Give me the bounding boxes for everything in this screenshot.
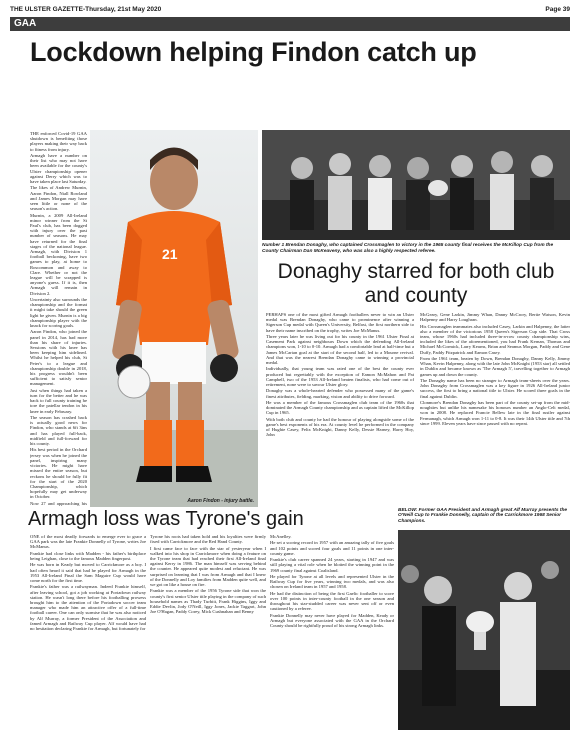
tyrone-article-col-1 xyxy=(30,534,146,732)
paper-date: THE ULSTER GAZETTE-Thursday, 21st May 2020 xyxy=(10,6,162,13)
paragraph: With both club and county he had the honour of playing alongside some of the game's best exponents of his era. At county level he performed in the company of Hughie Casey, Felix McKnight, Danny Kelly, Dessie Harney, Harry Hoy, John xyxy=(266,416,414,438)
paragraph: THE enforced Covid-19 GAA shutdown is benefiting those players making their way back to fitness from injury. xyxy=(30,131,87,152)
section-bar: GAA xyxy=(10,17,570,31)
findon-photo xyxy=(90,130,258,507)
paragraph: His best period in the Orchard jersey was when he joined the panel, inspiring many victories. He might have missed the entire season, but reckons he should be fully fit for the start of the 2020 Championship, which hopefully may get underway in October. xyxy=(30,447,87,500)
paragraph: Armagh have a number on their list who may not have been available for the county's Ulster championship opener against Derry which was to have taken place last Saturday. xyxy=(30,153,87,185)
paragraph: Individually, that young team was rated one of the best the county ever produced but regrettably with the exception of Eamon McMahon and Pat Campbell, two of the 1953 All-Ireland beaten finalists, who had come out of retirement, none were to savour Ulster glory. xyxy=(266,366,414,388)
paragraph: ONE of the most deadly forwards to emerge ever to grace a GAA park was the late Frankie Donnelly of Tyrone, writes Joe McManus. xyxy=(30,534,146,550)
paragraph: He was born in Keady but moved to Carrickmore as a boy. I had often heard it said that had he played for Armagh in the 1953 All-Ireland Final the Sam Maguire Cup would have come north for the first time. xyxy=(30,562,146,583)
tyrone-article-col-3 xyxy=(270,534,394,732)
paragraph: Aaron Findon, who joined the panel in 2014, has had more than his share of injuries. Sessions with his knee has been keeping him sidelined. Whilst he helped his club, St Peter's to a league and championship double in 2018, his progress wouldn't been sufficient to satisfy senior management. xyxy=(30,329,87,387)
paragraph: Donaghy was a whole-hearted defender who possessed many of the game's finest attributes, fielding, marking, vision and ability to drive forward. xyxy=(266,388,414,399)
paragraph: He played for Tyrone at all levels and represented Ulster in the Railway Cup for five years, winning two medals, and was also chosen on Ireland team in 1957 and 1958. xyxy=(270,573,394,590)
donaghy-article-col-1 xyxy=(266,312,414,504)
paragraph: Frankie Donnelly may never have played for Madden, Keady or Armagh but everyone associated with the GAA in the Orchard County should be rightfully proud of his strong Armagh links. xyxy=(270,612,394,629)
paragraph: Frankie's father was a railwayman. Indeed Frankie himself, after leaving school, got a job working at Portadown railway station. He wasn't long there before his footballing prowess brought him to the attention of the Portadown soccer team manager who made him an attractive offer of a full-time football career. One can only surmise that he was also noticed by Alf Murray, a former President of the Association and famed Armagh and Railway Cup player. Alf would have had no hesitation declaring Frankie for Armagh, but fortunately for xyxy=(30,584,146,632)
donnelly-photo-caption: BELOW: Former GAA President and Armagh great Alf Murray presents the O'Neill Cup to Frankie Donnelly, captain of the Carrickmore 1968 Senior Champions. xyxy=(398,508,568,524)
paragraph: Now 27 and approaching his xyxy=(30,500,87,506)
paragraph: Uncertainty also surrounds the championship and the format it might take should the green light be given. Murnin is a big championship player with the knack for scoring goals. xyxy=(30,297,87,329)
paragraph: He had the distinction of being the first Gaelic footballer to score over 100 points in inter-county football in the one season and throughout his star-studded career was never sent off or even cautioned by a referee. xyxy=(270,590,394,612)
player-illustration xyxy=(90,130,258,507)
paragraph: From the 1961 team, beaten by Down, Brendan Donaghy, Danny Kelly, Jimmy Whan, Kevin Halpenny, along with the late John McKnight (1953 star) all settled in Dublin and became known as 'The Armagh 5', travelling together to Armagh games up and down the county. xyxy=(420,356,570,377)
findon-photo-caption: Aaron Findon - injury battle. xyxy=(187,498,254,504)
cup-presentation-illustration xyxy=(262,130,570,240)
paragraph: Three years later he was living out for his county in the 1961 Ulster Final at Casement Park against neighbours Down which the defending All-Ireland champions won, 1-10 to 0-10. Armagh had a comfortable lead at half-time but a James McCartan goal at the start of the second half, led to a Mourne revival. And that was the nearest Brendan Donaghy came to winning a provincial medal. xyxy=(266,334,414,366)
donaghy-cup-photo xyxy=(262,130,570,240)
left-article-column xyxy=(30,131,87,507)
paragraph: Just when things had taken a turn for the better and he was back to full county training he tore the patellar tendon in his knee in early February. xyxy=(30,387,87,414)
paragraph: The likes of Andrew Murnin, Aaron Findon, Niall Rowland and James Morgan may have seen little or none of the season's action. xyxy=(30,185,87,212)
page-header xyxy=(10,6,570,13)
donaghy-headline: Donaghy starred for both club and county xyxy=(277,260,555,307)
page-number: Page 39 xyxy=(545,6,570,13)
paragraph: PERHAPS one of the most gifted Armagh footballers never to win an Ulster medal was Brendan Donaghy, who came to prominence after winning a Sigerson Cup medal with Queen's University, Belfast, the first northern side to have their name inscribed on the trophy, writes Joe McManus. xyxy=(266,312,414,333)
paragraph: Frankie had close links with Madden - his father's birthplace being Leighan, close to the famous Madden fingerpost. xyxy=(30,550,146,561)
paragraph: Clonmore's Brendan Donaghy has been part of the county set-up from the mid-noughties but unlike his namesake his honours number an Anglo-Celt medal, won in 2008. He replaced Francie Bellew late in the final rustler against Fermanagh, which Armagh won 1-11 to 0-8. It was their 14th Ulster title and 7th since 1999. Eleven years have since passed with no repeat. xyxy=(420,400,570,426)
paragraph: He set a scoring record in 1957 with an amazing tally of five goals and 102 points and scored four goals and 11 points in one inter-county game. xyxy=(270,540,394,556)
paragraph: Murnin, a 2009 All-Ireland minor winner from the St Paul's club, has been dogged with injury over the past number of seasons. He may have returned for the final stages of the national league. Armagh, with Division 1 football beckoning, have two games to play, at home to Roscommon and away to Clare. Whether or not the league will be scrapped is anyone's guess. If it is, then Armagh will remain in Division 2. xyxy=(30,212,87,296)
paragraph: The season has crashed back is actually good news for Findon, who stands at 6ft 3ins and has played full-back, midfield and full-forward for his county. xyxy=(30,415,87,447)
tyrone-headline: Armagh loss was Tyrone's gain xyxy=(28,508,304,530)
donaghy-article-col-2 xyxy=(420,312,570,504)
donnelly-cup-photo xyxy=(398,530,570,730)
paragraph: Frankie's club career spanned 24 years, starting in 1947 and was still playing a vital role when he blotted the winning point in the 1969 county final against Coalisland. xyxy=(270,557,394,573)
main-headline: Lockdown helping Findon catch up xyxy=(30,37,477,67)
paragraph: I first came face to face with the star of yesteryear when I walked into his shop in Carrickmore when doing a feature on the Tyrone team that had reached their first All-Ireland final against Kerry in 1986. The man himself was serving behind the counter. He appeared quite modest and reluctant. He was surprised on learning that I was from Armagh and that I knew of the Donnelly and Loy families from Madden quite well, and we got on like a house on fire. xyxy=(150,545,266,588)
paragraph: The Donaghy name has been no stranger to Armagh team-sheets over the years. John Donaghy from Crossmaglen was a key figure in 1926 All-Ireland junior success, the first to bring a national title to Ulster. He scored three goals in the final against Dublin. xyxy=(420,378,570,399)
cup-handover-illustration xyxy=(398,530,570,730)
paragraph: McAnelley. xyxy=(270,534,292,539)
paragraph: His Crossmaglen teammates also included Casey, Larkin and Halpenny, the latter also a member of the victorious 1958 Queen's Sigerson Cup side. That Cross team, whose 1960s had included three-in-a-row county championship wins, included the likes of the aforementioned, you had Frank Kernan, Thomas and Michael McCormick, Larry Kearns, Brian and Seamus Morgan, Paddy and Gene Duffy, Paddy Fitzpatrick and Eamon Casey. xyxy=(420,323,570,355)
paragraph: Tyrone his roots had taken hold and his loyalties were firmly fixed with Carrickmore and the Red Hand County. xyxy=(150,534,266,545)
shirt-number: 21 xyxy=(162,246,178,262)
paragraph: He was a member of the famous Crossmaglen club team of the 1960s that dominated the Armagh County championship and as captain lifted the McKillop Cup in 1965. xyxy=(266,400,414,416)
paragraph: McGeary, Gene Larkin, Jimmy Whan, Danny McCrory, Bertie Watson, Kevin Halpenny and Harry Loughran. xyxy=(420,312,570,323)
tyrone-article-col-2 xyxy=(150,534,266,732)
paragraph: Frankie was a member of the 1956 Tyrone side that won the county's first senior Ulster title playing in the company of such household names as Thady Turbitt, Frank Higgins, Iggy and Eddie Devlin, Jody O'Neill, Iggy Jones, Jackie Taggart, John Joe O'Hagan, Paddy Corey, Mick Cushnahan and Benny xyxy=(150,588,266,615)
donaghy-photo-caption: Number 1 Brendan Donaghy, who captained Crossmaglen to victory in the 1965 county final receives the McKillop Cup from the County Chairman Dan McKeaveny, who was also a highly respected referee. xyxy=(262,243,554,254)
